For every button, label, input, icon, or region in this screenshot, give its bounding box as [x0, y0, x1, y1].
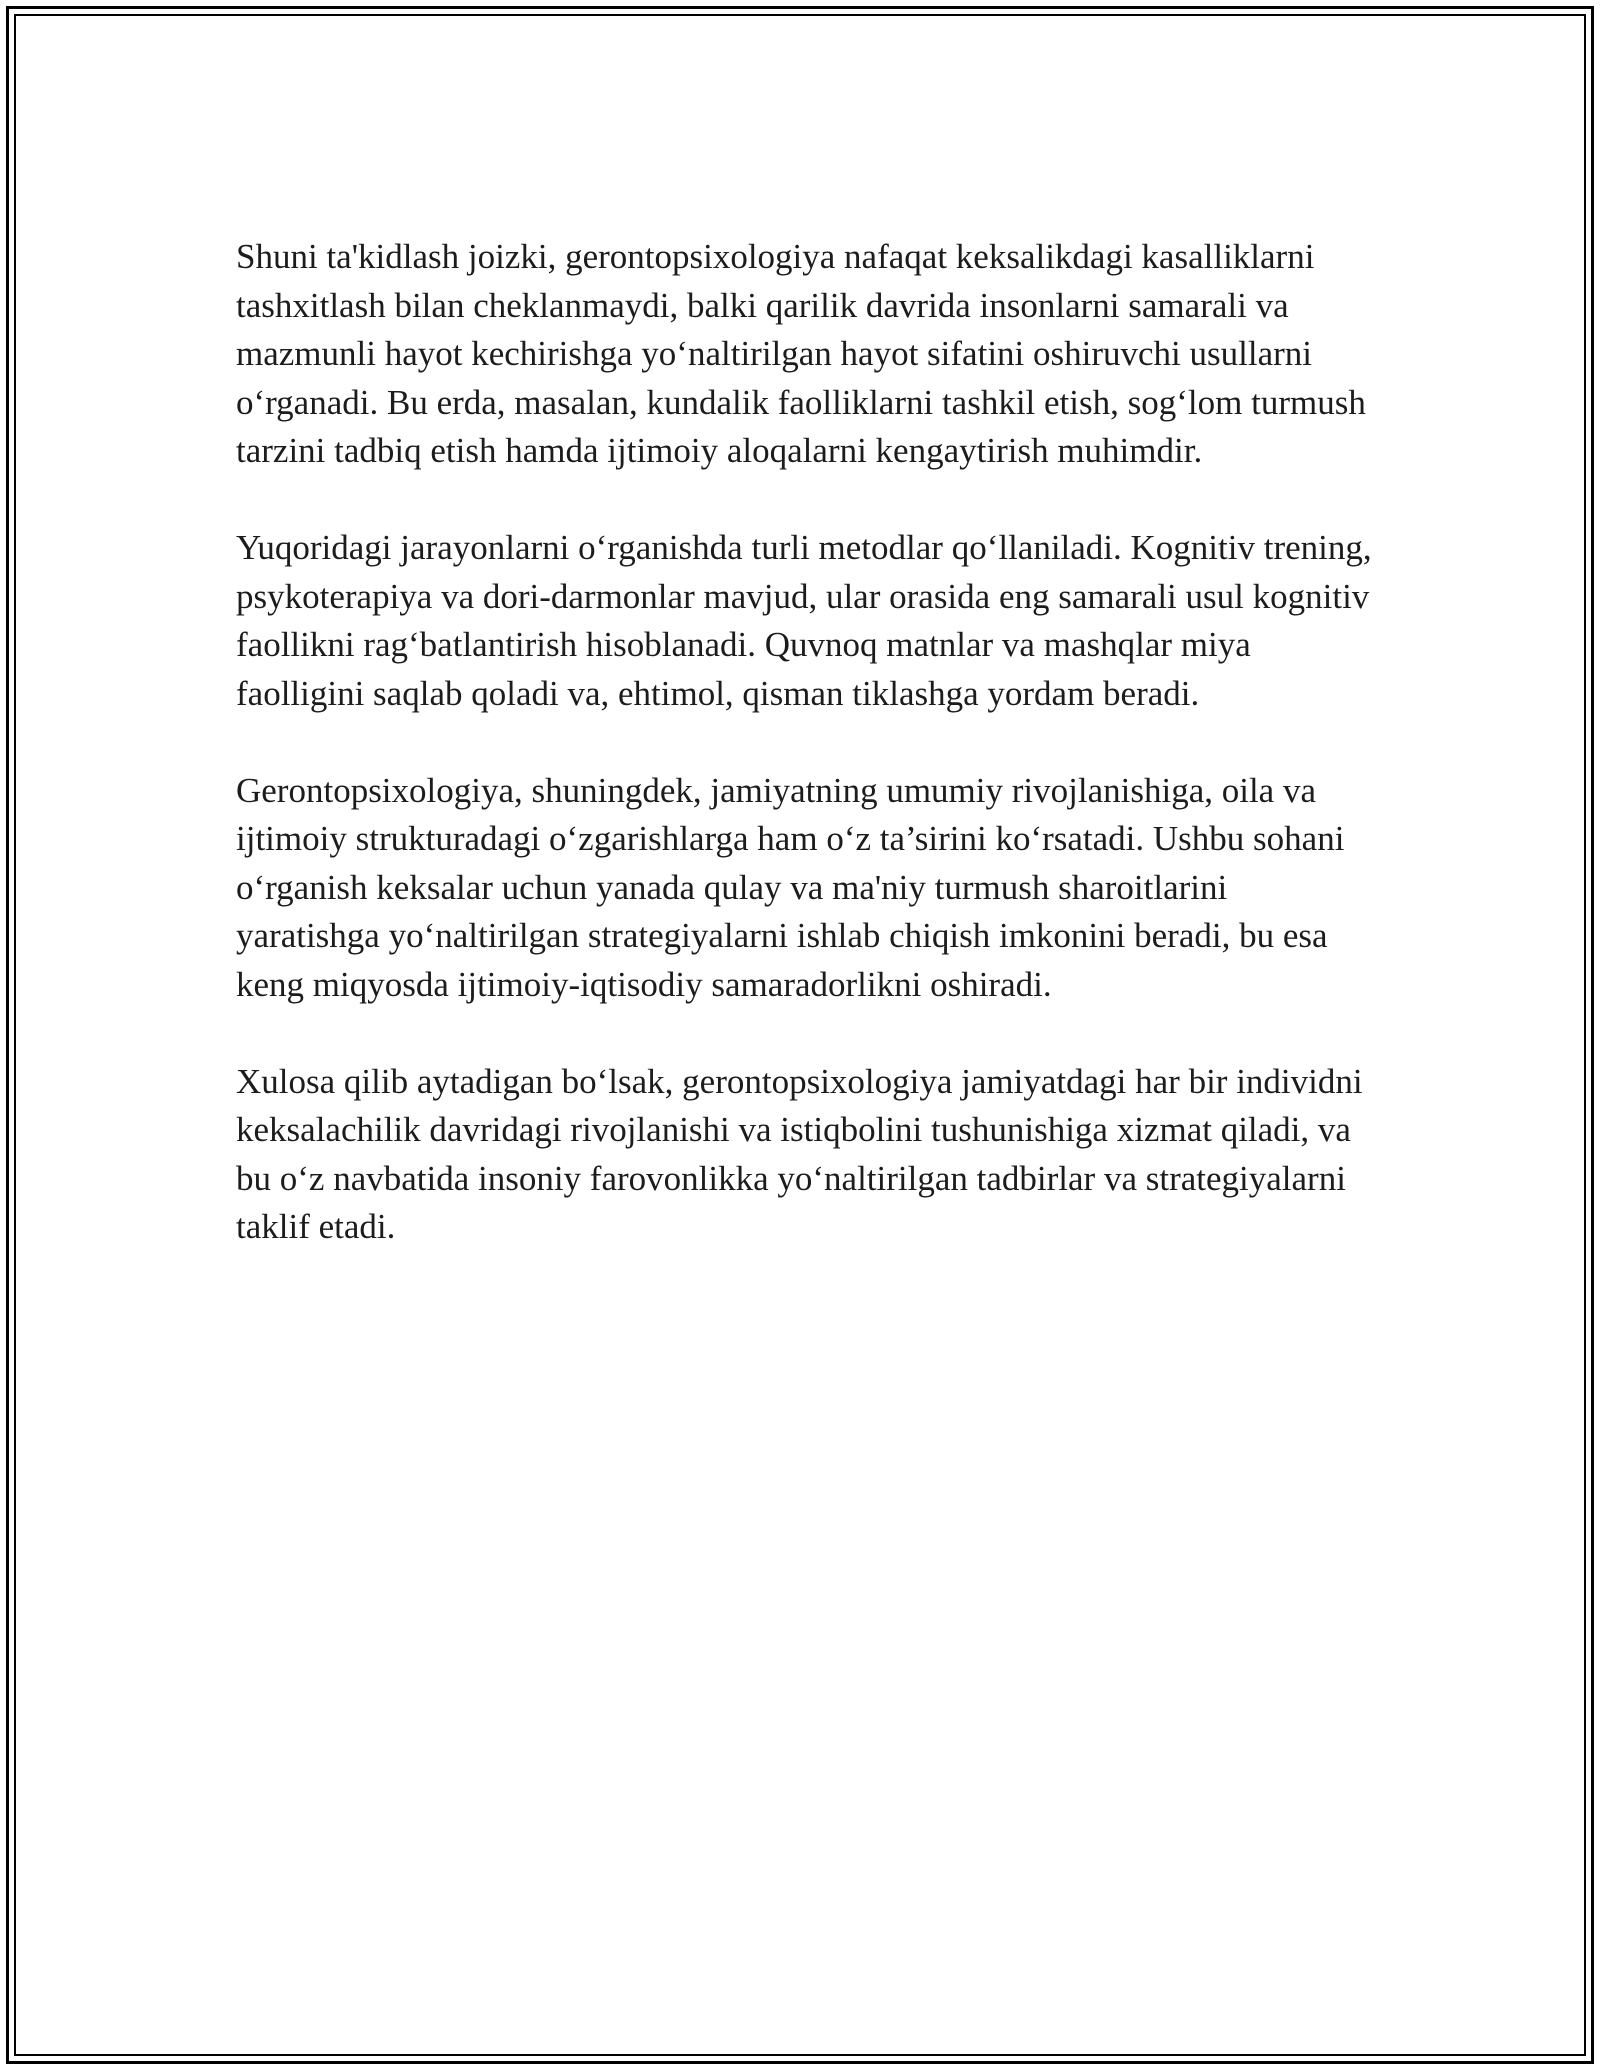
paragraph-4: Xulosa qilib aytadigan bo‘lsak, gerontopsixologiya jamiyatdagi har bir individni keksalachilik davridagi rivojlanishi va istiqbolini tushunishiga xizmat qiladi, va bu o‘z navbatida insoniy farovonlikka yo‘naltirilgan tadbirlar va strategiyalarni taklif etadi.	[236, 1061, 1363, 1246]
document-body	[236, 233, 1376, 1300]
paragraph-1: Shuni ta'kidlash joizki, gerontopsixologiya nafaqat keksalikdagi kasalliklarni tashxitlash bilan cheklanmaydi, balki qarilik davrida insonlarni samarali va mazmunli hayot kechirishga yo‘naltirilgan hayot sifatini oshiruvchi usullarni o‘rganadi. Bu erda, masalan, kundalik faolliklarni tashkil etish, sog‘lom turmush tarzini tadbiq etish hamda ijtimoiy aloqalarni kengaytirish muhimdir.	[236, 237, 1366, 470]
paragraph-3: Gerontopsixologiya, shuningdek, jamiyatning umumiy rivojlanishiga, oila va ijtimoiy strukturadagi o‘zgarishlarga ham o‘z ta’sirini ko‘rsatadi. Ushbu sohani o‘rganish keksalar uchun yanada qulay va ma'niy turmush sharoitlarini yaratishga yo‘naltirilgan strategiyalarni ishlab chiqish imkonini beradi, bu esa keng miqyosda ijtimoiy-iqtisodiy samaradorlikni oshiradi.	[236, 770, 1345, 1004]
paragraph-2: Yuqoridagi jarayonlarni o‘rganishda turli metodlar qo‘llaniladi. Kognitiv trening, psykoterapiya va dori-darmonlar mavjud, ular orasida eng samarali usul kognitiv faollikni rag‘batlantirish hisoblanadi. Quvnoq matnlar va mashqlar miya faolligini saqlab qoladi va, ehtimol, qisman tiklashga yordam beradi.	[236, 528, 1372, 713]
